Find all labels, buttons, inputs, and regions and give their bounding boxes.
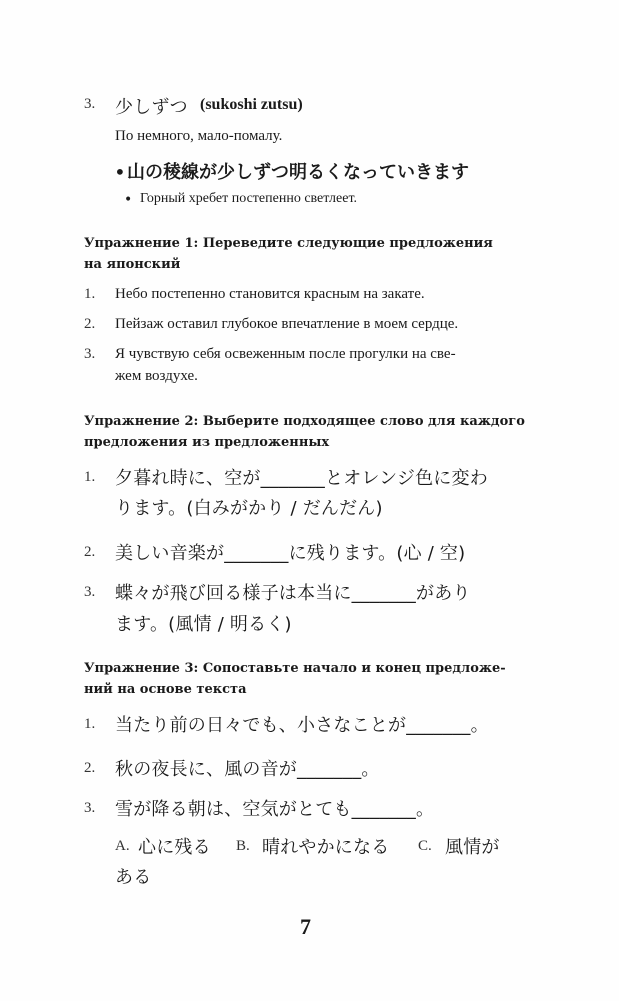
option-a-label: A. [115,838,130,854]
heading-line: Упражнение 1: Переведите следующие предложения [84,236,493,251]
example-russian: Горный хребет постепенно светлеет. [140,191,358,206]
heading-line: Упражнение 3: Сопоставьте начало и конец предложе- [84,661,506,676]
list-item-continuation: жем воздухе. [115,368,198,384]
option-c-label: C. [418,838,432,854]
fill-in-sentence: 夕暮れ時に、空が_______とオレンジ色に変わ [115,468,488,489]
option-a-text: 心に残る [138,837,211,858]
fill-in-sentence-continuation: ます。(風情 / 明るく) [115,614,292,635]
list-number: 2. [84,544,96,560]
vocab-word: 少しずつ [115,97,188,118]
list-number: 2. [84,760,96,776]
list-number: 2. [84,316,96,332]
sentence-start: 秋の夜長に、風の音が_______。 [115,759,380,780]
list-number: 1. [84,286,96,302]
option-c-text: 風情が [445,837,500,858]
heading-line: предложения из предложенных [84,435,330,450]
item-number: 3. [84,96,96,112]
sentence-start: 雪が降る朝は、空気がとても_______。 [115,799,435,820]
bullet-icon: • [114,160,126,184]
exercise-3-heading [84,658,506,700]
exercise-2-heading [84,411,525,453]
option-b-label: B. [236,838,250,854]
heading-line: Упражнение 2: Выберите подходящее слово для каждого [84,414,525,429]
fill-in-sentence: 蝶々が飛び回る様子は本当に_______があり [115,583,471,604]
list-number: 1. [84,716,96,732]
exercise-1-heading [84,233,493,275]
option-c-text-continuation: ある [115,867,152,888]
list-number: 3. [84,346,96,362]
heading-line: ний на основе текста [84,682,247,697]
list-number: 1. [84,469,96,485]
vocab-translation: По немного, мало-помалу. [115,128,283,144]
list-number: 3. [84,584,96,600]
vocab-romaji: (sukoshi zutsu) [200,96,303,113]
page-number: 7 [300,914,311,939]
list-item: Небо постепенно становится красным на закате. [115,286,425,302]
fill-in-sentence: 美しい音楽が_______に残ります。(心 / 空) [115,543,466,564]
bullet-icon: • [124,192,133,208]
sentence-start: 当たり前の日々でも、小さなことが_______。 [115,715,489,736]
example-japanese: 山の稜線が少しずつ明るくなっていきます [127,162,469,183]
list-number: 3. [84,800,96,816]
list-item: Пейзаж оставил глубокое впечатление в моем сердце. [115,316,459,332]
list-item: Я чувствую себя освеженным после прогулки на све- [115,346,456,362]
option-b-text: 晴れやかになる [262,837,390,858]
fill-in-sentence-continuation: ります。(白みがかり / だんだん) [115,498,383,519]
heading-line: на японский [84,257,181,272]
